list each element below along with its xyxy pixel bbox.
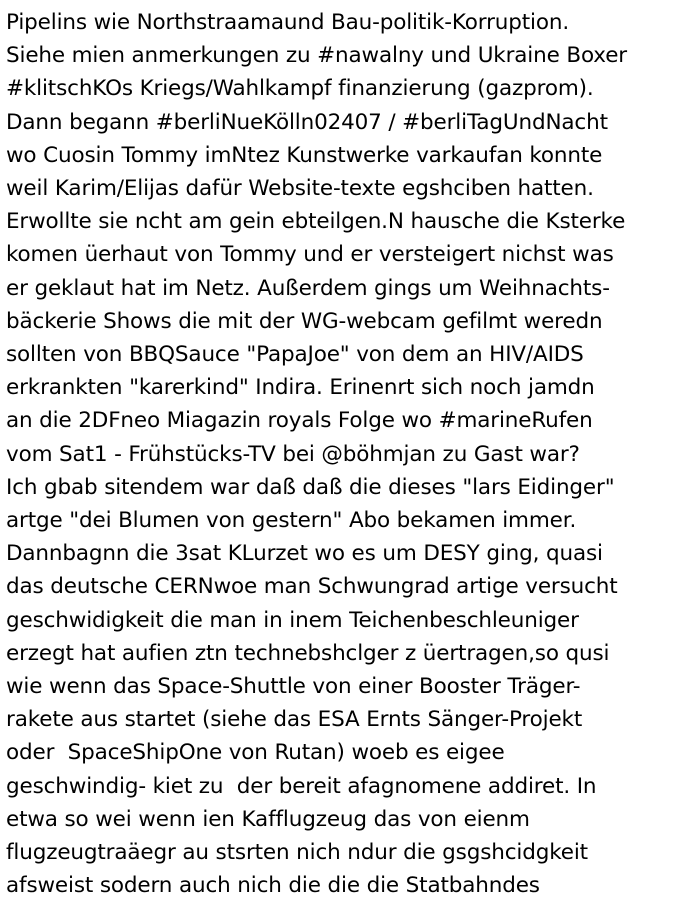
text-line: er geklaut hat im Netz. Außerdem gings um Weihnachts- [6, 275, 610, 301]
text-line: vom Sat1 - Frühstücks-TV bei @böhmjan zu Gast war? [6, 441, 580, 467]
text-line: #klitschKOs Kriegs/Wahlkampf finanzierung (gazprom). [6, 76, 594, 102]
text-line: wie wenn das Space-Shuttle von einer Booster Träger- [6, 674, 581, 700]
text-line: das deutsche CERNwoe man Schwungrad artige versucht [6, 574, 618, 600]
text-line: geschwidigkeit die man in inem Teichenbeschleuniger [6, 607, 579, 633]
text-line: erkrankten "karerkind" Indira. Erinenrt sich noch jamdn [6, 375, 595, 401]
text-line: artge "dei Blumen von gestern" Abo bekamen immer. [6, 508, 577, 534]
text-line: erzegt hat aufien ztn technebshclger z üertragen,so qusi [6, 640, 610, 666]
text-line: Pipelins wie Northstraamaund Bau-politik-Korruption. [6, 10, 570, 35]
text-line: bäckerie Shows die mit der WG-webcam gefilmt weredn [6, 308, 603, 334]
text-line: Dann begann #berliNueKölln02407 / #berliTagUndNacht [6, 109, 608, 135]
text-line: Dannbagnn die 3sat KLurzet wo es um DESY ging, quasi [6, 541, 603, 567]
text-line: etwa so wei wenn ien Kafflugzeug das von eienm [6, 806, 530, 832]
text-line: wo Cuosin Tommy imNtez Kunstwerke varkaufan konnte [6, 142, 603, 168]
text-line: weil Karim/Elijas dafür Website-texte egshciben hatten. [6, 176, 594, 202]
text-line: Siehe mien anmerkungen zu #nawalny und Ukraine Boxer [6, 43, 627, 69]
text-line: rakete aus startet (siehe das ESA Ernts Sänger-Projekt [6, 707, 583, 733]
text-line: an die 2DFneo Miagazin royals Folge wo #marineRufen [6, 408, 593, 434]
text-line: Ich gbab sitendem war daß daß die dieses "lars Eidinger" [6, 474, 615, 500]
text-line: sollten von BBQSauce "PapaJoe" von dem an HIV/AIDS [6, 342, 584, 368]
text-line: oder SpaceShipOne von Rutan) woeb es eigee [6, 740, 505, 766]
text-line: afsweist sodern auch nich die die die Statbahndes [6, 873, 540, 899]
text-line: flugzeugtraäegr au stsrten nich ndur die gsgshcidgkeit [6, 840, 588, 866]
text-line: komen üerhaut von Tommy und er versteigert nichst was [6, 242, 614, 268]
text-line: geschwindig- kiet zu der bereit afagnomene addiret. In [6, 773, 597, 799]
text-line: Erwollte sie ncht am gein ebteilgen.N hausche die Ksterke [6, 209, 626, 235]
